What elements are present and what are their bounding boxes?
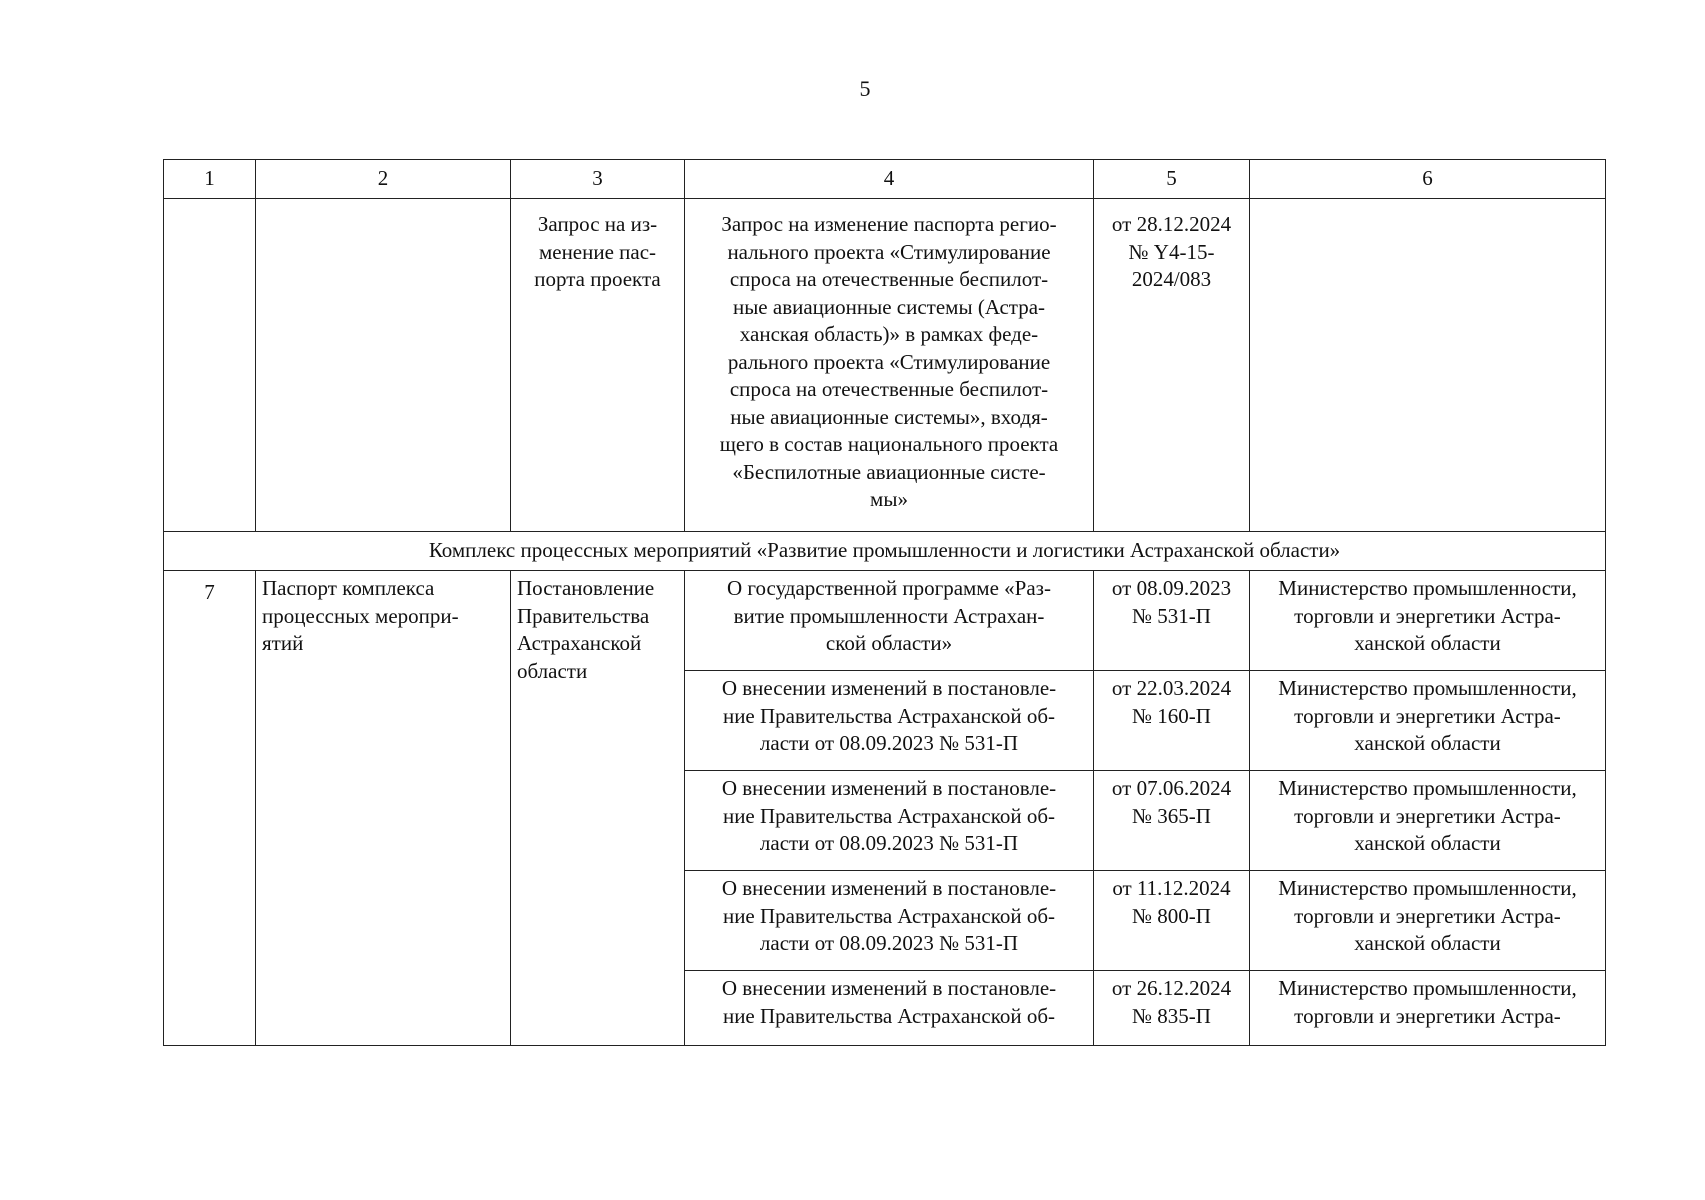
responsible-org-cell: Министерство промышленности, торговли и энергетики Астра-: [1250, 971, 1606, 1046]
row-number-cell: 7: [164, 571, 256, 1046]
document-kind-cell: Постановление Правительства Астраханской области: [511, 571, 685, 1046]
column-header-3: 3: [511, 160, 685, 199]
document-kind-cell: Запрос на из- менение пас- порта проекта: [511, 199, 685, 532]
document-type-cell: Паспорт комплекса процессных меропри- ятий: [256, 571, 511, 1046]
document-title-cell: О внесении изменений в постановле- ние Правительства Астраханской об- ласти от 08.09.2023 № 531-П: [685, 771, 1094, 871]
document-date-cell: от 08.09.2023 № 531-П: [1094, 571, 1250, 671]
table-row: [164, 571, 1606, 671]
document-title-cell: О внесении изменений в постановле- ние Правительства Астраханской об- ласти от 08.09.2023 № 531-П: [685, 671, 1094, 771]
column-header-6: 6: [1250, 160, 1606, 199]
column-header-1: 1: [164, 160, 256, 199]
document-date-cell: от 11.12.2024 № 800-П: [1094, 871, 1250, 971]
document-date-cell: от 07.06.2024 № 365-П: [1094, 771, 1250, 871]
responsible-org-cell: [1250, 199, 1606, 532]
column-header-2: 2: [256, 160, 511, 199]
responsible-org-cell: Министерство промышленности, торговли и энергетики Астра- ханской области: [1250, 771, 1606, 871]
column-header-4: 4: [685, 160, 1094, 199]
responsible-org-cell: Министерство промышленности, торговли и энергетики Астра- ханской области: [1250, 671, 1606, 771]
document-title-cell: О государственной программе «Раз- витие промышленности Астрахан- ской области»: [685, 571, 1094, 671]
document-date-cell: от 22.03.2024 № 160-П: [1094, 671, 1250, 771]
document-title-cell: Запрос на изменение паспорта регио- нального проекта «Стимулирование спроса на отечественные беспилот- ные авиационные системы (Астра- ханская область)» в рамках феде- рального проекта «Стимулирование спроса на отечественные беспилот- ные авиационные системы», входя- щего в состав национального проекта «Беспилотные авиационные систе- мы»: [685, 199, 1094, 532]
row-number-cell: [164, 199, 256, 532]
document-title-cell: О внесении изменений в постановле- ние Правительства Астраханской об-: [685, 971, 1094, 1046]
column-header-5: 5: [1094, 160, 1250, 199]
document-table: [163, 159, 1606, 1046]
section-row: [164, 532, 1606, 571]
responsible-org-cell: Министерство промышленности, торговли и энергетики Астра- ханской области: [1250, 571, 1606, 671]
section-title: Комплекс процессных мероприятий «Развитие промышленности и логистики Астраханской области»: [164, 532, 1606, 571]
page-number: 5: [859, 76, 871, 101]
document-date-cell: от 28.12.2024 № Y4-15- 2024/083: [1094, 199, 1250, 532]
table-row: [164, 199, 1606, 532]
document-date-cell: от 26.12.2024 № 835-П: [1094, 971, 1250, 1046]
document-title-cell: О внесении изменений в постановле- ние Правительства Астраханской об- ласти от 08.09.2023 № 531-П: [685, 871, 1094, 971]
document-type-cell: [256, 199, 511, 532]
table-header-row: [164, 160, 1606, 199]
responsible-org-cell: Министерство промышленности, торговли и энергетики Астра- ханской области: [1250, 871, 1606, 971]
